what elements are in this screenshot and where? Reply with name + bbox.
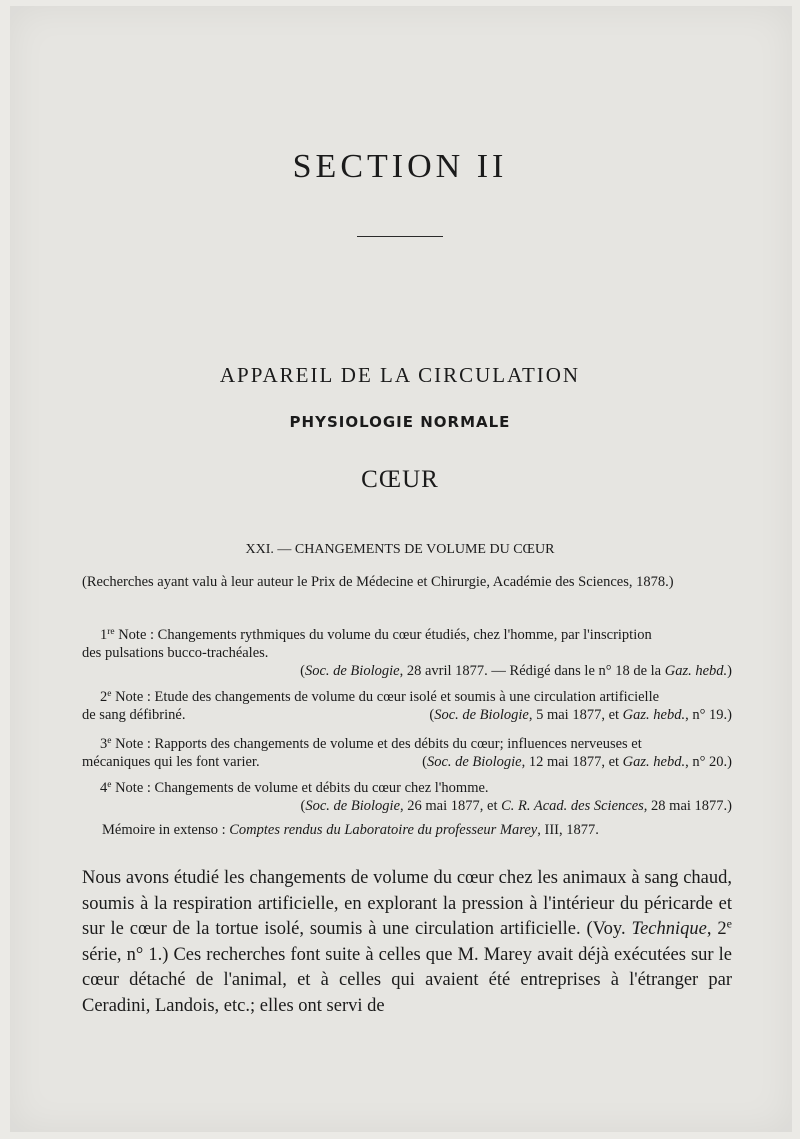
reference-text: , 12 mai 1877, et — [521, 754, 623, 770]
note-1-text — [82, 626, 732, 644]
note-text-line: Note : Etude des changements de volume du cœur isolé et soumis à une circulation artificielle — [111, 689, 660, 705]
note-4-reference: (Soc. de Biologie, 26 mai 1877, et C. R. Acad. des Sciences, 28 mai 1877.) — [300, 798, 732, 814]
note-3-reference: (Soc. de Biologie, 12 mai 1877, et Gaz. hebd., n° 20.) — [422, 754, 732, 770]
reference-text: , 28 mai 1877.) — [643, 798, 732, 814]
body-text: Nous avons étudié les changements de volume du cœur chez les animaux à sang chaud, soumis à la respiration artificielle, en explorant la pression à l'intérieur du péricarde et sur le cœur de la tortue isolé, soumis à une circulation artificielle. (Voy. — [82, 868, 732, 939]
note-ordinal: re — [107, 626, 115, 637]
journal-name: Soc. de Biologie — [434, 707, 529, 723]
journal-name: Soc. de Biologie — [304, 663, 400, 679]
reference-text: , 5 mai 1877, et — [528, 707, 623, 723]
body-paragraph — [82, 866, 732, 1019]
journal-name: Soc. de Biologie — [305, 798, 401, 814]
journal-name: Gaz. hebd. — [622, 707, 686, 723]
journal-name: C. R. Acad. des Sciences — [501, 798, 644, 814]
chapter-title: XXI. — CHANGEMENTS DE VOLUME DU CŒUR — [245, 542, 555, 557]
note-text-line: Note : Changements de volume et débits du cœur chez l'homme. — [111, 780, 489, 796]
reference-text: , 26 mai 1877, et — [400, 798, 502, 814]
section-divider — [357, 236, 443, 237]
rubric-heading: APPAREIL DE LA CIRCULATION — [219, 363, 581, 387]
note-2-reference: (Soc. de Biologie, 5 mai 1877, et Gaz. hebd., n° 19.) — [429, 707, 732, 723]
subrubric-heading: PHYSIOLOGIE NORMALE — [289, 413, 511, 431]
body-text: , 2 — [706, 919, 727, 939]
note-text-line: Note : Changements rythmiques du volume du cœur étudiés, chez l'homme, par l'inscription — [114, 627, 652, 643]
note-2-line — [82, 706, 732, 724]
memoire-reference — [102, 822, 742, 839]
reference-text: , III, 1877. — [537, 822, 599, 838]
section-title: SECTION II — [292, 148, 508, 185]
note-ordinal: e — [107, 779, 112, 790]
organ-heading: CŒUR — [361, 466, 439, 493]
reference-text: , 28 avril 1877. — Rédigé dans le n° 18 de la — [399, 663, 665, 679]
note-ordinal: e — [107, 735, 112, 746]
note-number: 3 — [100, 736, 108, 752]
note-number: 2 — [100, 689, 108, 705]
note-number: 1 — [100, 627, 108, 643]
note-1-reference: (Soc. de Biologie, 28 avril 1877. — Rédigé dans le n° 18 de la Gaz. hebd.) — [300, 663, 732, 679]
note-4-text — [82, 779, 732, 797]
journal-name: Gaz. hebd. — [664, 663, 728, 679]
note-text-line: de sang défibriné. — [82, 707, 186, 723]
note-text-line: des pulsations bucco-trachéales. — [82, 645, 269, 661]
note-3-line — [82, 753, 732, 771]
ordinal-suffix: e — [726, 916, 733, 931]
note-3 — [82, 735, 732, 771]
note-3-text — [82, 735, 732, 753]
note-4 — [82, 779, 732, 815]
note-number: 4 — [100, 780, 108, 796]
note-text-line: Note : Rapports des changements de volume et des débits du cœur; influences nerveuses et — [111, 736, 642, 752]
reference-text: , n° 19.) — [685, 707, 732, 723]
note-ordinal: e — [107, 688, 112, 699]
note-2-text — [82, 688, 732, 706]
reference-text: ) — [727, 663, 732, 679]
note-1 — [82, 626, 732, 680]
journal-name: Gaz. hebd. — [622, 754, 686, 770]
award-note: (Recherches ayant valu à leur auteur le Prix de Médecine et Chirurgie, Académie des Sciences, 1878.) — [82, 574, 674, 590]
note-text-line: mécaniques qui les font varier. — [82, 754, 260, 770]
journal-name: Comptes rendus du Laboratoire du professeur Marey — [229, 822, 538, 838]
cited-work: Technique — [631, 919, 707, 939]
reference-text: , n° 20.) — [685, 754, 732, 770]
body-text: série, n° 1.) Ces recherches font suite à celles que M. Marey avait déjà exécutées sur le cœur détaché de l'animal, et à celles qui avaient été entreprises à l'étranger par Ceradini, Landois, etc.; elles ont servi de — [82, 944, 732, 1016]
note-2 — [82, 688, 732, 724]
memoire-lead: Mémoire in extenso : — [102, 822, 230, 838]
journal-name: Soc. de Biologie — [426, 754, 522, 770]
